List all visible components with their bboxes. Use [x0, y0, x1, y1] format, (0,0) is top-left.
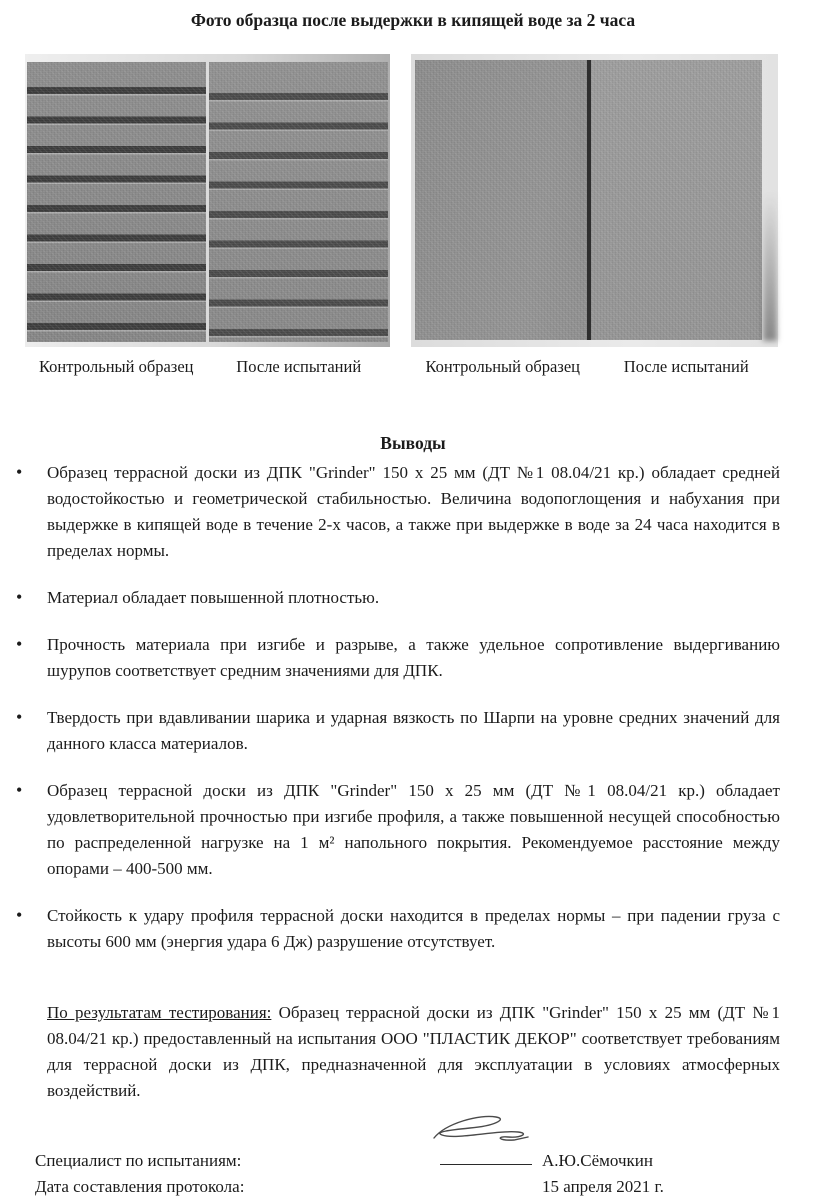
bullet-icon: • — [16, 707, 23, 727]
signature-row-date — [35, 1174, 826, 1200]
summary-paragraph — [0, 1000, 780, 1104]
bullet-icon: • — [16, 587, 23, 607]
caption-control-sample: Контрольный образец — [425, 357, 580, 376]
conclusion-text: Прочность материала при изгибе и разрыве, а также удельное сопротивление выдергиванию шурупов соответствует средним значениями для ДПК. — [47, 635, 780, 680]
conclusion-item — [0, 585, 780, 611]
specialist-name: А.Ю.Сёмочкин — [542, 1151, 653, 1170]
caption-after-testing: После испытаний — [623, 357, 749, 376]
bullet-icon: • — [16, 462, 23, 482]
conclusions-list — [0, 460, 780, 955]
page-title: Фото образца после выдержки в кипящей воде за 2 часа — [190, 10, 636, 30]
conclusion-item — [0, 460, 780, 564]
specialist-label: Специалист по испытаниям: — [35, 1151, 242, 1170]
conclusion-text: Твердость при вдавливании шарика и ударная вязкость по Шарпи на уровне средних значений для данного класса материалов. — [47, 708, 780, 753]
photo-grooved-samples — [25, 54, 390, 347]
board-tested-grooved — [209, 62, 388, 342]
signature-image — [428, 1111, 540, 1163]
photo-captions — [411, 356, 778, 377]
caption-control-sample: Контрольный образец — [39, 357, 194, 376]
photos-row — [25, 54, 826, 377]
board-control-flat — [415, 60, 591, 340]
protocol-date-value: 15 апреля 2021 г. — [542, 1177, 664, 1196]
summary-lead: По результатам тестирования: — [47, 1003, 272, 1022]
conclusions-heading: Выводы — [380, 433, 446, 453]
conclusion-item — [0, 903, 780, 955]
bullet-icon: • — [16, 905, 23, 925]
board-control-grooved — [27, 62, 206, 342]
photo-flat-samples — [411, 54, 778, 347]
conclusion-text: Образец террасной доски из ДПК "Grinder" 150 х 25 мм (ДТ №1 08.04/21 кр.) обладает удовлетворительной прочностью при изгибе профиля, а также повышенной несущей способностью по распределенной нагрузке на 1 м² напольного покрытия. Рекомендуемое расстояние между опорами – 400-500 мм. — [47, 781, 780, 878]
caption-after-testing: После испытаний — [236, 357, 362, 376]
signature-block — [0, 1148, 826, 1200]
conclusion-item — [0, 778, 780, 882]
board-tested-flat — [591, 60, 763, 340]
conclusion-item — [0, 632, 780, 684]
summary-text: Образец террасной доски из ДПК "Grinder" 150 х 25 мм (ДТ №1 08.04/21 кр.) предоставленный на испытания ООО "ПЛАСТИК ДЕКОР" соответствует требованиям для террасной доски из ДПК, предназначенной для эксплуатации в условиях атмосферных воздействий. — [47, 1003, 781, 1100]
conclusion-item — [0, 705, 780, 757]
bullet-icon: • — [16, 780, 23, 800]
conclusion-text: Материал обладает повышенной плотностью. — [47, 588, 380, 607]
photo-group-grooved — [25, 54, 390, 377]
bullet-icon: • — [16, 634, 23, 654]
conclusion-text: Стойкость к удару профиля террасной доски находится в пределах нормы – при падении груза с высоты 600 мм (энергия удара 6 Дж) разрушение отсутствует. — [47, 906, 780, 951]
photo-captions — [25, 356, 390, 377]
photo-group-flat — [411, 54, 778, 377]
protocol-date-label: Дата составления протокола: — [35, 1177, 245, 1196]
conclusion-text: Образец террасной доски из ДПК "Grinder" 150 х 25 мм (ДТ №1 08.04/21 кр.) обладает средней водостойкостью и геометрической стабильностью. Величина водопоглощения и набухания при выдержке в кипящей воде в течение 2-х часов, а также при выдержке в воде за 24 часа находится в пределах нормы. — [47, 463, 780, 560]
